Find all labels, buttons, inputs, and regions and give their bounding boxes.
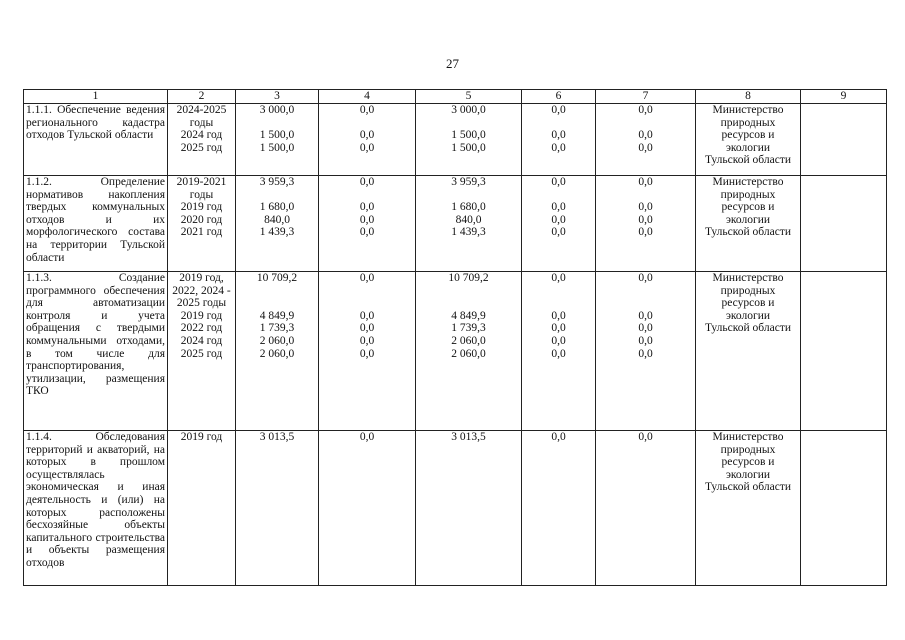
total-funding-cell-line: 3 000,0 — [259, 104, 295, 116]
column-5-cell — [416, 272, 522, 431]
column-7-cell-line — [598, 297, 693, 310]
column-header-1: 1 — [24, 90, 168, 104]
column-7-cell-line: 0,0 — [638, 104, 653, 116]
responsible-cell-line: Министерство — [712, 431, 784, 443]
column-6-cell-line — [524, 285, 593, 298]
total-funding-cell-line — [238, 285, 316, 298]
responsible-cell-line: Тульской области — [704, 154, 791, 167]
column-header-2: 2 — [168, 90, 236, 104]
column-6-cell — [522, 272, 596, 431]
column-7-cell-line: 0,0 — [638, 176, 653, 188]
period-cell-line: годы — [189, 116, 214, 129]
column-7-cell-line: 0,0 — [638, 272, 653, 284]
column-6-cell-line: 0,0 — [551, 334, 566, 347]
page-number: 27 — [446, 56, 459, 71]
responsible-cell-line: ресурсов и — [721, 297, 775, 310]
total-funding-cell-line — [238, 297, 316, 310]
period-cell-line: 2019 год — [180, 201, 223, 214]
table-row — [24, 104, 887, 176]
total-funding-cell-line: 1 500,0 — [259, 129, 295, 142]
total-funding-cell-line: 1 500,0 — [259, 141, 295, 154]
column-7-cell — [596, 431, 696, 586]
responsible-cell — [696, 272, 801, 431]
column-7-cell — [596, 272, 696, 431]
total-funding-cell-line: 1 680,0 — [259, 201, 295, 214]
column-9-cell — [801, 272, 887, 431]
period-cell-line: 2024 год — [180, 129, 223, 142]
event-name-cell: 1.1.3. Создание программного обеспечения для автоматизации контроля и учета обращения с твердыми коммунальными отходами, в том числе для транспортирования, утилизации, размещения ТКО — [24, 272, 168, 431]
program-table — [23, 89, 887, 586]
column-6-cell — [522, 104, 596, 176]
responsible-cell-line: природных — [720, 116, 776, 129]
responsible-cell-line: экологии — [725, 213, 771, 226]
column-4-cell-line: 0,0 — [359, 141, 375, 154]
responsible-cell-line: природных — [720, 443, 776, 456]
column-7-cell-line — [598, 189, 693, 202]
column-7-cell-line: 0,0 — [638, 309, 653, 322]
column-7-cell-line — [598, 285, 693, 298]
column-5-cell-line — [418, 297, 519, 310]
event-name-cell: 1.1.2. Определение нормативов накопления твердых коммунальных отходов и их морфологического состава на территории Тульской области — [24, 176, 168, 272]
table-row — [24, 176, 887, 272]
responsible-cell-line: ресурсов и — [721, 456, 775, 469]
column-5-cell-line: 10 709,2 — [448, 272, 489, 284]
column-4-cell-line: 0,0 — [359, 347, 375, 360]
column-4-cell-line — [321, 285, 413, 298]
event-name-cell: 1.1.1. Обеспечение ведения регионального кадастра отходов Тульской области — [24, 104, 168, 176]
responsible-cell-line: ресурсов и — [721, 129, 775, 142]
column-4-cell-line — [321, 189, 413, 202]
column-9-cell — [801, 176, 887, 272]
column-7-cell-line: 0,0 — [638, 201, 653, 214]
column-6-cell-line: 0,0 — [551, 213, 566, 226]
period-cell-line: 2022 год — [180, 322, 223, 335]
responsible-cell-line: природных — [720, 284, 776, 297]
responsible-cell-line: ресурсов и — [721, 201, 775, 214]
column-6-cell-line — [524, 189, 593, 202]
column-5-cell-line: 2 060,0 — [451, 334, 486, 347]
column-7-cell-line: 0,0 — [638, 431, 653, 443]
table-row — [24, 431, 887, 586]
column-9-cell — [801, 104, 887, 176]
period-cell-line: 2025 год — [180, 347, 223, 360]
column-4-cell-line: 0,0 — [359, 176, 375, 188]
responsible-cell-line: Министерство — [712, 104, 784, 116]
column-6-cell — [522, 431, 596, 586]
column-6-cell-line: 0,0 — [551, 347, 566, 360]
period-cell-line: 2019-2021 — [176, 176, 227, 188]
column-6-cell-line: 0,0 — [551, 272, 566, 284]
period-cell-line: 2025 год — [180, 141, 223, 154]
column-7-cell — [596, 176, 696, 272]
column-7-cell-line: 0,0 — [638, 129, 653, 142]
responsible-cell-line: экологии — [725, 309, 771, 322]
column-7-cell-line: 0,0 — [638, 141, 653, 154]
column-4-cell — [319, 431, 416, 586]
column-7-cell-line: 0,0 — [638, 334, 653, 347]
responsible-cell — [696, 176, 801, 272]
responsible-cell-line: Тульской области — [704, 322, 791, 335]
column-header-6: 6 — [522, 90, 596, 104]
column-6-cell-line: 0,0 — [551, 201, 566, 214]
total-funding-cell-line: 2 060,0 — [259, 347, 295, 360]
total-funding-cell-line: 840,0 — [264, 213, 290, 226]
responsible-cell-line: Министерство — [712, 272, 784, 284]
column-7-cell — [596, 104, 696, 176]
column-5-cell-line: 1 439,3 — [451, 226, 486, 239]
column-7-cell-line — [598, 117, 693, 130]
total-funding-cell-line: 1 439,3 — [259, 226, 295, 239]
period-cell — [168, 431, 236, 586]
period-cell-line: 2019 год — [180, 309, 223, 322]
column-4-cell-line: 0,0 — [359, 201, 375, 214]
responsible-cell-line: экологии — [725, 468, 771, 481]
column-header-3: 3 — [236, 90, 319, 104]
total-funding-cell-line: 10 709,2 — [256, 272, 298, 284]
column-5-cell-line — [418, 189, 519, 202]
column-5-cell-line — [418, 285, 519, 298]
responsible-cell-line: Тульской области — [704, 226, 791, 239]
period-cell-line: 2022, 2024 - — [172, 284, 231, 297]
column-header-5: 5 — [416, 90, 522, 104]
total-funding-cell — [236, 176, 319, 272]
period-cell-line: 2019 год, — [179, 272, 224, 284]
column-4-cell-line — [321, 297, 413, 310]
column-6-cell — [522, 176, 596, 272]
responsible-cell-line: природных — [720, 188, 776, 201]
responsible-cell — [696, 104, 801, 176]
column-4-cell — [319, 272, 416, 431]
period-cell — [168, 104, 236, 176]
period-cell-line: 2020 год — [180, 213, 223, 226]
responsible-cell-line: экологии — [725, 141, 771, 154]
column-5-cell-line: 840,0 — [455, 213, 482, 226]
column-9-cell — [801, 431, 887, 586]
column-5-cell-line: 2 060,0 — [451, 347, 486, 360]
total-funding-cell — [236, 272, 319, 431]
column-5-cell-line: 1 500,0 — [451, 141, 486, 154]
responsible-cell — [696, 431, 801, 586]
column-6-cell-line: 0,0 — [551, 309, 566, 322]
column-6-cell-line: 0,0 — [551, 104, 566, 116]
column-6-cell-line: 0,0 — [551, 129, 566, 142]
period-cell — [168, 272, 236, 431]
period-cell-line: 2019 год — [180, 431, 223, 443]
column-4-cell — [319, 176, 416, 272]
column-5-cell — [416, 176, 522, 272]
column-5-cell — [416, 104, 522, 176]
column-6-cell-line: 0,0 — [551, 322, 566, 335]
column-4-cell-line: 0,0 — [359, 272, 375, 284]
table-row — [24, 272, 887, 431]
column-6-cell-line: 0,0 — [551, 141, 566, 154]
column-6-cell-line: 0,0 — [551, 226, 566, 239]
period-cell-line: 2024 год — [180, 334, 223, 347]
total-funding-cell-line — [238, 117, 316, 130]
column-5-cell-line: 1 500,0 — [451, 129, 486, 142]
column-4-cell-line: 0,0 — [359, 129, 375, 142]
column-4-cell — [319, 104, 416, 176]
responsible-cell-line: Тульской области — [704, 481, 791, 494]
column-4-cell-line — [321, 117, 413, 130]
total-funding-cell — [236, 431, 319, 586]
column-header-9: 9 — [801, 90, 887, 104]
total-funding-cell-line: 4 849,9 — [259, 309, 295, 322]
column-4-cell-line: 0,0 — [359, 322, 375, 335]
column-header-7: 7 — [596, 90, 696, 104]
event-name-cell: 1.1.4. Обследования территорий и акваторий, на которых в прошлом осуществлялась экономическая и иная деятельность и (или) на которых расположены бесхозяйные объекты капитального строительства и объекты размещения отходов — [24, 431, 168, 586]
column-6-cell-line: 0,0 — [551, 431, 566, 443]
column-6-cell-line — [524, 297, 593, 310]
column-header-4: 4 — [319, 90, 416, 104]
responsible-cell-line: Министерство — [712, 176, 784, 188]
total-funding-cell — [236, 104, 319, 176]
column-4-cell-line: 0,0 — [359, 213, 375, 226]
total-funding-cell-line: 2 060,0 — [259, 334, 295, 347]
column-7-cell-line: 0,0 — [638, 226, 653, 239]
period-cell-line: 2021 год — [180, 226, 223, 239]
column-4-cell-line: 0,0 — [359, 431, 375, 443]
column-7-cell-line: 0,0 — [638, 347, 653, 360]
column-5-cell-line — [418, 117, 519, 130]
column-4-cell-line: 0,0 — [359, 334, 375, 347]
period-cell — [168, 176, 236, 272]
column-5-cell-line: 4 849,9 — [451, 309, 486, 322]
period-cell-line: годы — [189, 188, 214, 201]
period-cell-line: 2024-2025 — [176, 104, 227, 116]
total-funding-cell-line — [238, 189, 316, 202]
period-cell-line: 2025 годы — [176, 297, 227, 310]
column-4-cell-line: 0,0 — [359, 226, 375, 239]
header-row — [24, 90, 887, 104]
total-funding-cell-line: 1 739,3 — [259, 322, 295, 335]
column-5-cell-line: 3 959,3 — [451, 176, 486, 188]
total-funding-cell-line: 3 959,3 — [259, 176, 295, 188]
column-7-cell-line: 0,0 — [638, 322, 653, 335]
total-funding-cell-line: 3 013,5 — [259, 431, 295, 443]
column-5-cell-line: 1 739,3 — [451, 322, 486, 335]
column-4-cell-line: 0,0 — [359, 104, 375, 116]
column-6-cell-line — [524, 117, 593, 130]
column-5-cell-line: 1 680,0 — [451, 201, 486, 214]
column-7-cell-line: 0,0 — [638, 213, 653, 226]
column-header-8: 8 — [696, 90, 801, 104]
column-5-cell-line: 3 013,5 — [451, 431, 486, 443]
column-5-cell-line: 3 000,0 — [451, 104, 486, 116]
column-5-cell — [416, 431, 522, 586]
column-4-cell-line: 0,0 — [359, 309, 375, 322]
column-6-cell-line: 0,0 — [551, 176, 566, 188]
